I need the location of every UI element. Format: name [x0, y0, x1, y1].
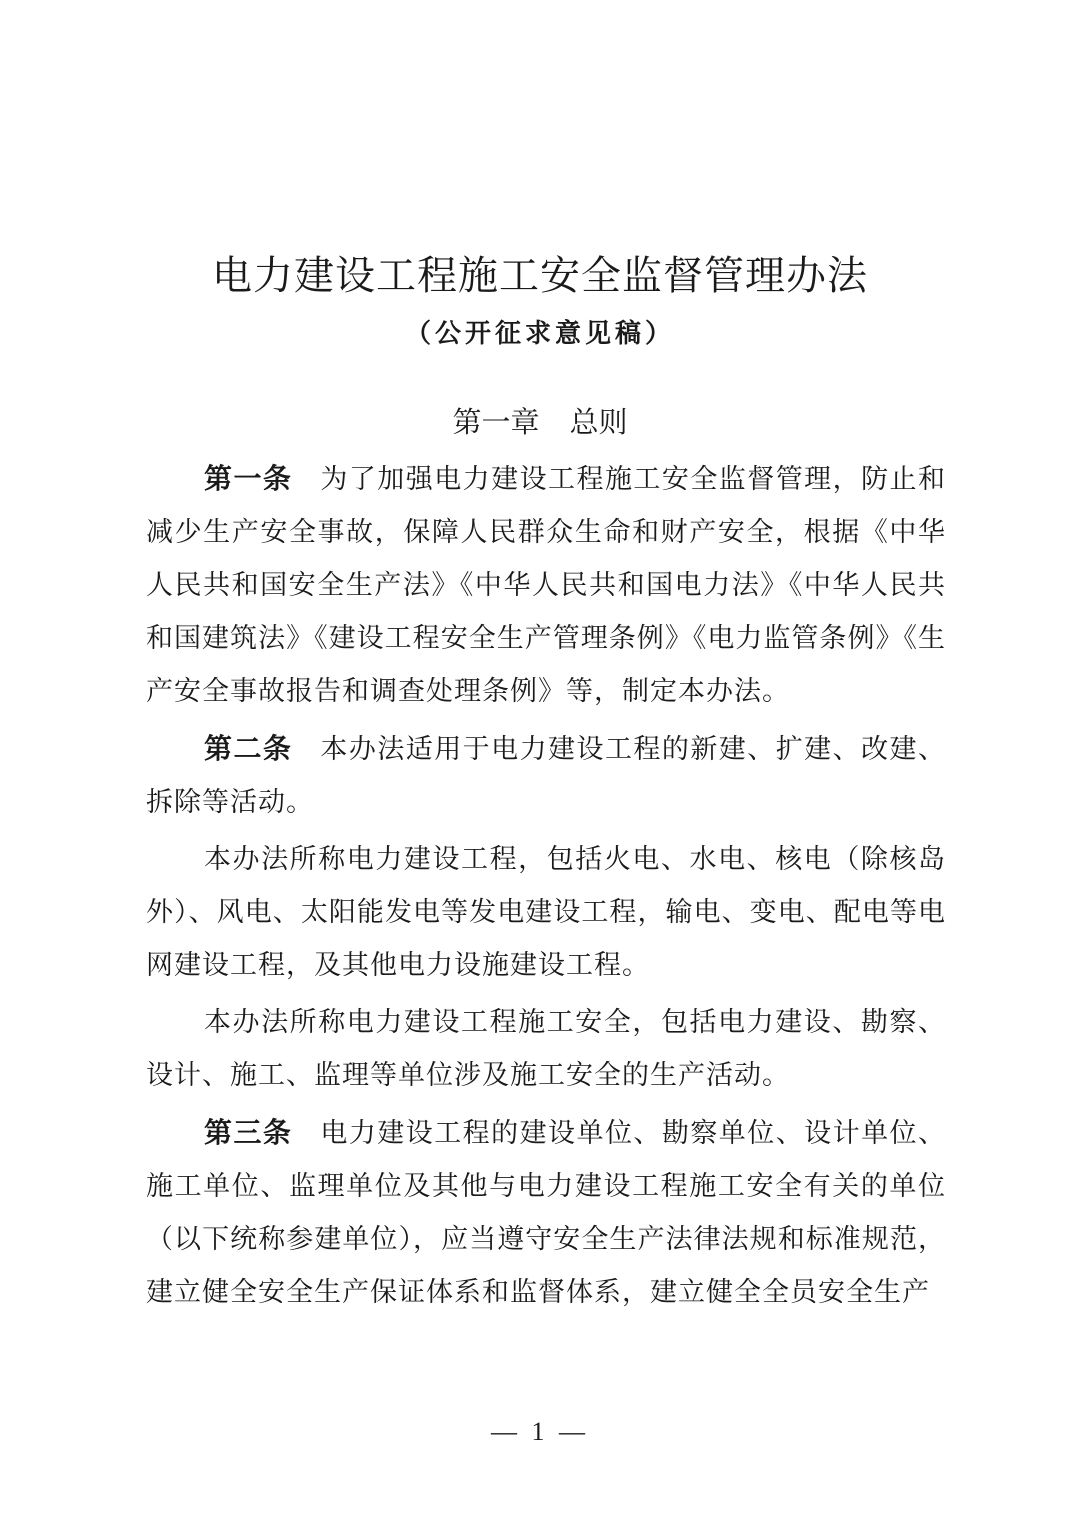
article-label: 第三条 — [204, 1116, 293, 1149]
chapter-number: 第一章 — [452, 405, 540, 439]
article-2-paragraph: 本办法所称电力建设工程，包括火电、水电、核电（除核岛外）、风电、太阳能发电等发电建设工程，输电、变电、配电等电网建设工程，及其他电力设施建设工程。 — [146, 844, 946, 981]
article-2-paragraph: 本办法所称电力建设工程施工安全，包括电力建设、勘察、设计、施工、监理等单位涉及施工安全的生产活动。 — [146, 1007, 946, 1091]
document-body — [146, 452, 946, 1319]
article-1 — [146, 452, 946, 718]
page-number: — 1 — — [491, 1417, 589, 1446]
document-subtitle: （公开征求意见稿） — [404, 319, 675, 349]
article-label: 第二条 — [204, 732, 293, 765]
article-2 — [146, 722, 946, 829]
article-text: 电力建设工程的建设单位、勘察单位、设计单位、施工单位、监理单位及其他与电力建设工程施工安全有关的单位（以下统称参建单位），应当遵守安全生产法律法规和标准规范，建立健全安全生产保证体系和监督体系，建立健全全员安全生产 — [146, 1118, 946, 1308]
chapter-name: 总则 — [569, 405, 628, 439]
document-title: 电力建设工程施工安全监督管理办法 — [212, 253, 868, 299]
chapter-heading — [0, 400, 1080, 444]
article-3 — [146, 1106, 946, 1319]
article-text: 为了加强电力建设工程施工安全监督管理，防止和减少生产安全事故，保障人民群众生命和财产安全，根据《中华人民共和国安全生产法》《中华人民共和国电力法》《中华人民共和国建筑法》《建设工程安全生产管理条例》《电力监管条例》《生产安全事故报告和调查处理条例》等，制定本办法。 — [146, 464, 946, 707]
article-label: 第一条 — [204, 462, 293, 495]
article-text: 本办法适用于电力建设工程的新建、扩建、改建、拆除等活动。 — [146, 734, 946, 818]
